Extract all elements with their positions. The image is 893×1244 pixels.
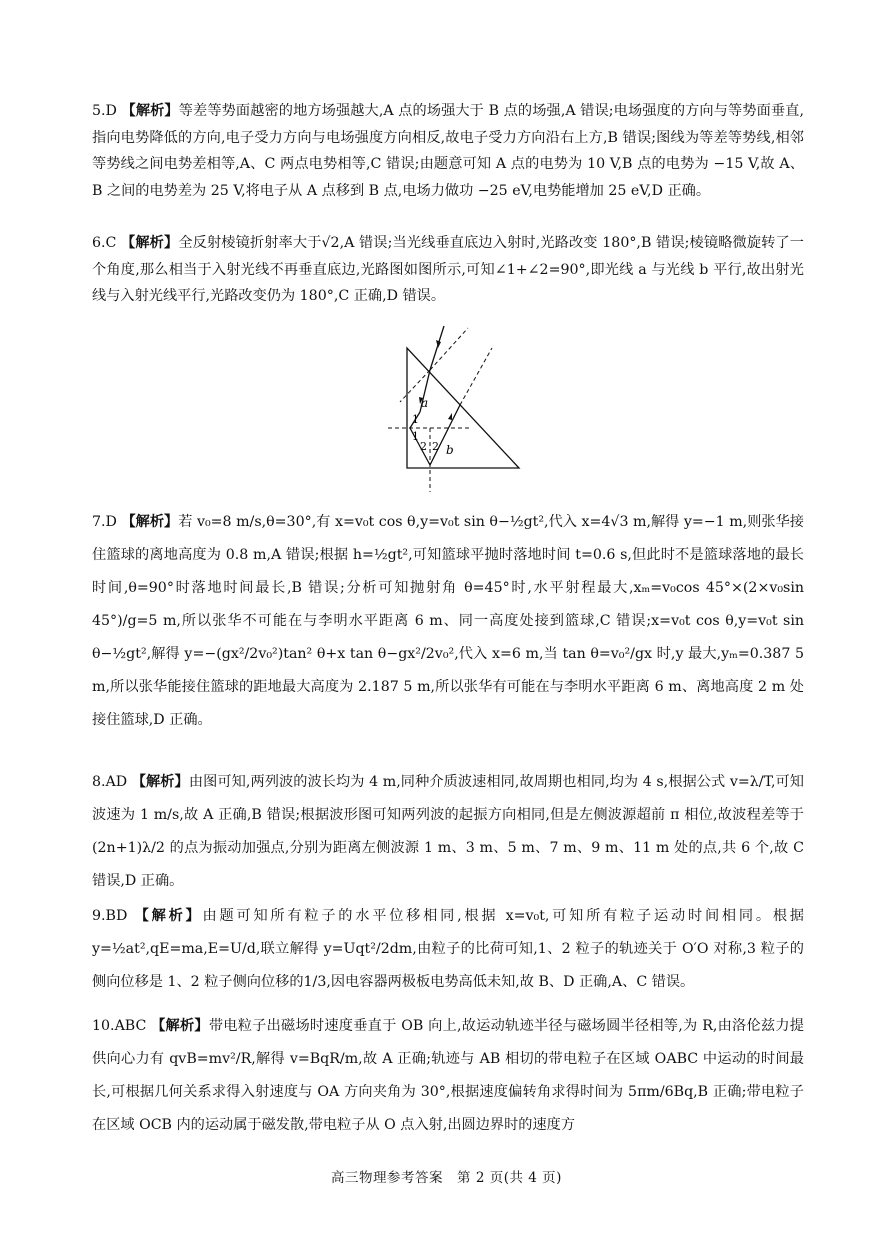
arrow-icon [448, 413, 452, 420]
prism-light-path-figure [380, 320, 530, 495]
analysis-tag: 【解析】 [121, 235, 179, 251]
normal-line [430, 328, 468, 370]
answer-number: 6.C [92, 235, 117, 251]
answer-number: 8.AD [92, 774, 128, 790]
analysis-tag: 【解析】 [131, 774, 189, 790]
answer-9 [92, 900, 804, 999]
ray-b [430, 405, 460, 465]
label-a: a [421, 396, 429, 410]
label-b: b [446, 443, 454, 457]
answer-text: 带电粒子出磁场时速度垂直于 OB 向上,故运动轨迹半径与磁场圆半径相等,为 R,由洛伦兹力提供向心力有 qvB=mv²/R,解得 v=BqR/m,故 A 正确;轨迹与 AB 相切的带电粒子在区域 OABC 中运动的时间最长,可根据几何关系求得入射速度与 OA 方向夹角为 30°,根据速度偏转角求得时间为 5πm/6Bq,B 正确;带电粒子在区域 OCB 内的运动属于磁发散,带电粒子从 O 点入射,出圆边界时的速度方 [92, 1018, 804, 1133]
answer-number: 9.BD [92, 908, 128, 924]
answer-text: 等差等势面越密的地方场强越大,A 点的场强大于 B 点的场强,A 错误;电场强度的方向与等势面垂直,指向电势降低的方向,电子受力方向与电场强度方向相反,故电子受力方向沿右上方,B 错误;图线为等差等势线,相邻等势线之间电势差相等,A、C 两点电势相等,C 错误;由题意可知 A 点的电势为 10 V,B 点的电势为 −15 V,故 A、B 之间的电势差为 25 V,将电子从 A 点移到 B 点,电场力做功 −25 eV,电势能增加 25 eV,D 正确。 [92, 103, 804, 199]
incident-ray [430, 326, 444, 370]
answer-number: 5.D [92, 103, 117, 119]
answer-text: 若 v₀=8 m/s,θ=30°,有 x=v₀t cos θ,y=v₀t sin θ−½gt²,代入 x=4√3 m,解得 y=−1 m,则张华接住篮球的离地高度为 0.8 m,A 错误;根据 h=½gt²,可知篮球平抛时落地时间 t=0.6 s,但此时不是篮球落地的最长时间,θ=90°时落地时间最长,B 错误;分析可知抛射角 θ=45°时,水平射程最大,xₘ=v₀cos 45°×(2×v₀sin 45°)/g=5 m,所以张华不可能在与李明水平距离 6 m、同一高度处接到篮球,C 错误;x=v₀t cos θ,y=v₀t sin θ−½gt²,解得 y=−(gx²/2v₀²)tan² θ+x tan θ−gx²/2v₀²,代入 x=6 m,当 tan θ=v₀²/gx 时,y 最大,yₘ=0.387 5 m,所以张华能接住篮球的距地最大高度为 2.187 5 m,所以张华有可能在与李明水平距离 6 m、离地高度 2 m 处接住篮球,D 正确。 [92, 514, 804, 728]
exit-ray [460, 348, 492, 405]
angle-label: 1 [412, 413, 419, 426]
answer-number: 10.ABC [92, 1018, 147, 1034]
analysis-tag: 【解析】 [121, 103, 179, 119]
answer-text: 全反射棱镜折射率大于√2,A 错误;当光线垂直底边入射时,光路改变 180°,B 错误;棱镜略微旋转了一个角度,那么相当于入射光线不再垂直底边,光路图如图所示,可知∠1+∠2=90°,即光线 a 与光线 b 平行,故出射光线与入射光线平行,光路改变仍为 180°,C 正确,D 错误。 [92, 235, 804, 304]
answer-text: 由图可知,两列波的波长均为 4 m,同种介质波速相同,故周期也相同,均为 4 s,根据公式 v=λ/T,可知波速为 1 m/s,故 A 正确,B 错误;根据波形图可知两列波的起振方向相同,但是左侧波源超前 π 相位,故波程差等于(2n+1)λ/2 的点为振动加强点,分别为距离左侧波源 1 m、3 m、5 m、7 m、9 m、11 m 处的点,共 6 个,故 C 错误,D 正确。 [92, 774, 804, 889]
analysis-tag: 【解析】 [134, 908, 203, 924]
angle-label: 1 [412, 430, 419, 443]
answer-7 [92, 506, 804, 737]
angle-label: 2 [420, 440, 427, 453]
answer-5 [92, 98, 804, 204]
angle-label: 2 [432, 440, 439, 453]
analysis-tag: 【解析】 [151, 1018, 209, 1034]
page-footer: 高三物理参考答案 第 2 页(共 4 页) [331, 1170, 562, 1186]
answer-number: 7.D [92, 514, 117, 530]
answer-10 [92, 1010, 804, 1142]
answer-text: 由题可知所有粒子的水平位移相同,根据 x=v₀t,可知所有粒子运动时间相同。根据 y=½at²,qE=ma,E=U/d,联立解得 y=Uqt²/2dm,由粒子的比荷可知,1、2 粒子的轨迹关于 O′O 对称,3 粒子的侧向位移是 1、2 粒子侧向位移的1/3,因电容器两极板电势高低未知,故 B、D 正确,A、C 错误。 [92, 908, 804, 990]
analysis-tag: 【解析】 [121, 514, 179, 530]
answer-8 [92, 766, 804, 898]
answer-6 [92, 230, 804, 310]
